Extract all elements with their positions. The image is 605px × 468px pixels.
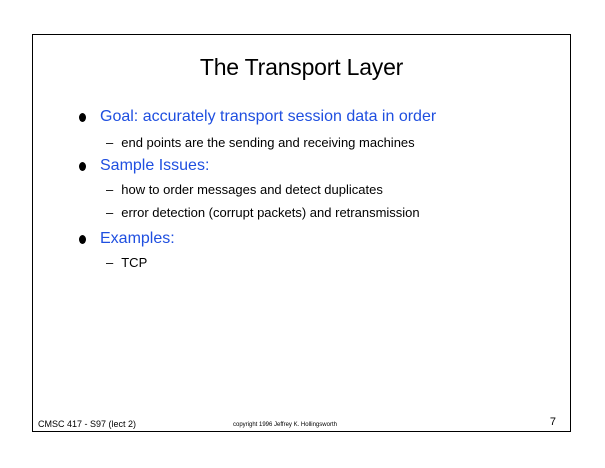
sub-item-text: end points are the sending and receiving machines (121, 135, 415, 150)
sub-item (106, 255, 147, 270)
bullet-text: Sample Issues: (100, 157, 210, 174)
bullet-text: Examples: (100, 230, 175, 247)
bullet-dot-icon (79, 162, 86, 171)
dash-icon: – (106, 182, 114, 197)
sub-item (106, 205, 420, 220)
sub-item-text: TCP (121, 255, 148, 270)
footer-course: CMSC 417 - S97 (lect 2) (38, 419, 137, 429)
slide-frame (32, 34, 571, 432)
bullet-text: Goal: accurately transport session data in order (100, 108, 437, 125)
bullet-sample-issues (79, 157, 209, 175)
dash-icon: – (106, 205, 114, 220)
sub-item-text: error detection (corrupt packets) and retransmission (121, 205, 420, 220)
bullet-examples (79, 230, 175, 248)
footer-copyright: copyright 1996 Jeffrey K. Hollingsworth (233, 422, 337, 428)
sub-item-text: how to order messages and detect duplicates (121, 182, 383, 197)
page-number: 7 (549, 416, 556, 428)
bullet-goal (79, 108, 436, 126)
sub-item (106, 182, 383, 197)
bullet-dot-icon (79, 235, 86, 244)
dash-icon: – (106, 135, 114, 150)
slide-title: The Transport Layer (199, 54, 404, 80)
sub-item (106, 135, 415, 150)
bullet-dot-icon (79, 113, 86, 122)
dash-icon: – (106, 255, 114, 270)
